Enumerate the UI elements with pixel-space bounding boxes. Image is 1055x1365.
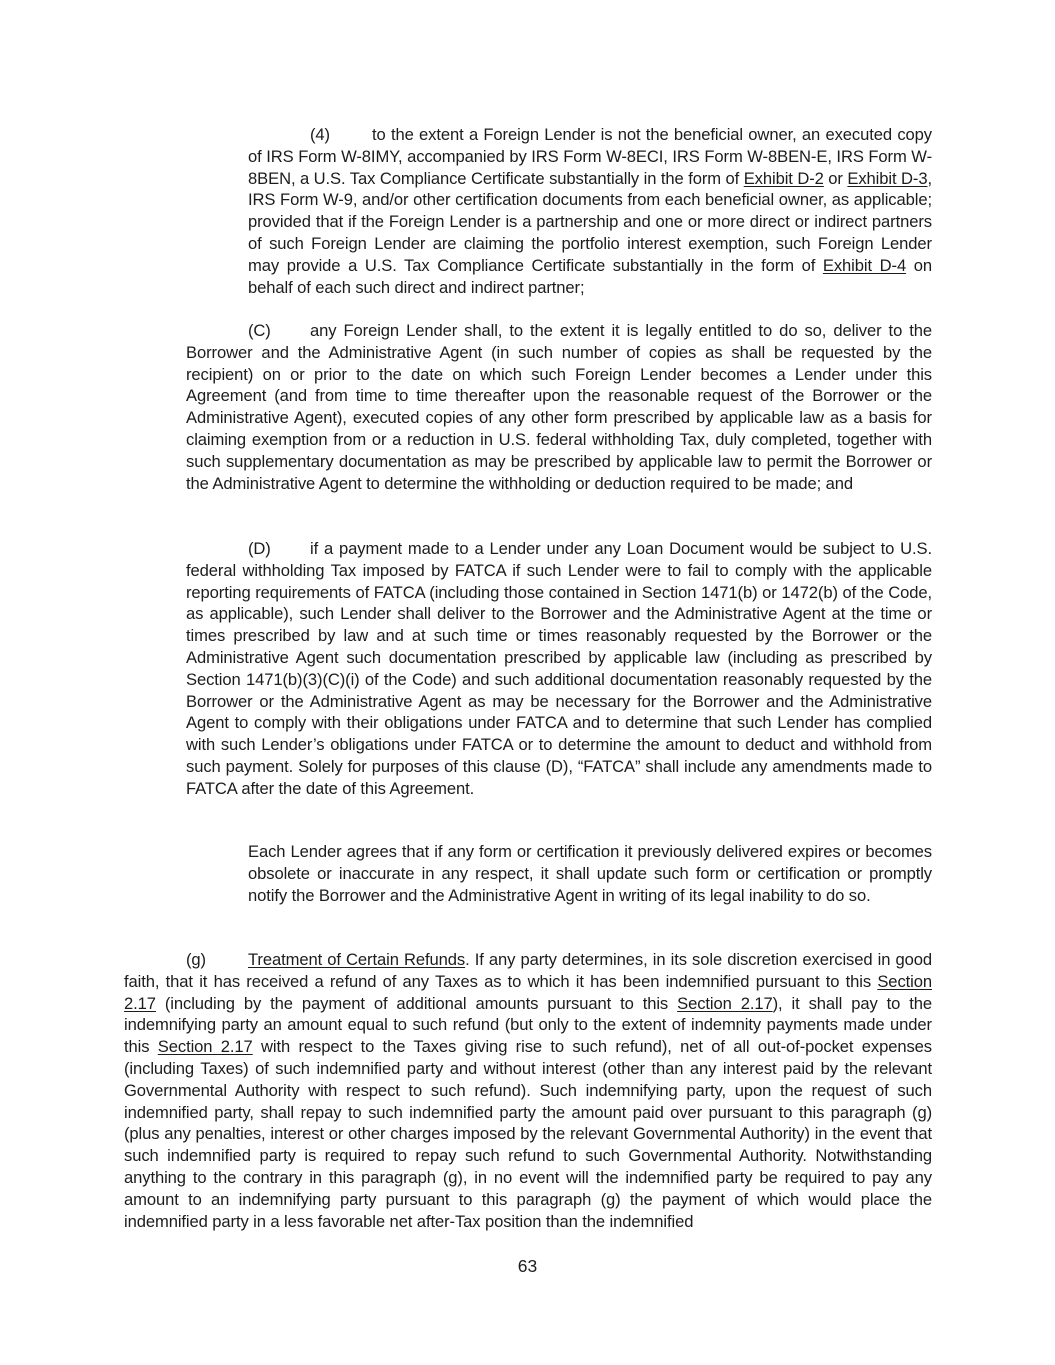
paragraph-text: (including by the payment of additional amounts pursuant to this <box>155 993 678 1013</box>
paragraph-text: , IRS Form W-9, and/or other certification documents from each beneficial owner, as applicable; provided that if the Foreign Lender is a partnership and one or more direct or indirect partners of such Foreign Lender are claiming the portfolio interest exemption, such Foreign Lender may provide a U.S. Tax Compliance Certificate substantially in the form of <box>248 168 932 275</box>
section-heading: Treatment of Certain Refunds <box>248 950 466 969</box>
paragraph-c <box>186 320 932 494</box>
page-number: 63 <box>517 1256 538 1276</box>
exhibit-d3-reference: Exhibit D-3 <box>847 168 928 188</box>
exhibit-d2-reference: Exhibit D-2 <box>743 168 824 188</box>
paragraph-text: . If any party determines, in its sole discretion exercised in good faith, that it has received a refund of any Taxes as to which it has been indemnified pursuant to this <box>124 950 933 991</box>
paragraph-number: (D) <box>248 539 271 558</box>
paragraph-text: to the extent a Foreign Lender is not the beneficial owner, an executed copy of IRS Form W-8IMY, accompanied by IRS Form W-8ECI, IRS Form W-8BEN-E, IRS Form W-8BEN, a U.S. Tax Compliance Certificate substantially in the form of <box>248 125 932 188</box>
paragraph-each-lender <box>248 841 932 906</box>
paragraph-text: with respect to the Taxes giving rise to such refund), net of all out-of-pocket expenses (including Taxes) of such indemnified party and without interest (other than any interest paid by the relevant Governmental Authority with respect to such refund). Such indemnifying party, upon the request of such indemnified party, shall repay to such indemnified party the amount paid over pursuant to this paragraph (g) (plus any penalties, interest or other charges imposed by the relevant Governmental Authority) in the event that such indemnified party is required to repay such refund to such Governmental Authority. Notwithstanding anything to the contrary in this paragraph (g), in no event will the indemnified party be required to pay any amount to an indemnifying party pursuant to this paragraph (g) the payment of which would place the indemnified party in a less favorable net after-Tax position than the indemnified <box>124 1037 932 1231</box>
section-2-17-reference: Section 2.17 <box>677 993 773 1013</box>
paragraph-d <box>186 538 932 800</box>
paragraph-text: ), it shall pay to the indemnifying party an amount equal to such refund (but only to the extent of indemnity payments made under this <box>124 993 932 1057</box>
paragraph-4 <box>248 124 932 298</box>
section-2-17-reference: Section 2.17 <box>157 1037 253 1057</box>
paragraph-g <box>124 949 932 1232</box>
exhibit-d4-reference: Exhibit D-4 <box>822 255 907 275</box>
paragraph-text: any Foreign Lender shall, to the extent it is legally entitled to do so, deliver to the Borrower and the Administrative Agent (in such number of copies as shall be requested by the recipient) on or prior to the date on which such Foreign Lender becomes a Lender under this Agreement (and from time to time thereafter upon the reasonable request of the Borrower or the Administrative Agent), executed copies of any other form prescribed by applicable law as a basis for claiming exemption from or a reduction in U.S. federal withholding Tax, duly completed, together with such supplementary documentation as may be prescribed by applicable law to permit the Borrower or the Administrative Agent to determine the withholding or deduction required to be made; and <box>186 321 932 493</box>
paragraph-number: (g) <box>186 950 206 969</box>
paragraph-text: if a payment made to a Lender under any Loan Document would be subject to U.S. federal withholding Tax imposed by FATCA if such Lender were to fail to comply with the applicable reporting requirements of FATCA (including those contained in Section 1471(b) or 1472(b) of the Code, as applicable), such Lender shall deliver to the Borrower and the Administrative Agent at the time or times prescribed by law and at such time or times reasonably requested by the Borrower or the Administrative Agent such documentation prescribed by applicable law (including as prescribed by Section 1471(b)(3)(C)(i) of the Code) and such additional documentation reasonably requested by the Borrower or the Administrative Agent as may be necessary for the Borrower and the Administrative Agent to comply with their obligations under FATCA and to determine that such Lender has complied with such Lender’s obligations under FATCA or to determine the amount to deduct and withhold from such payment. Solely for purposes of this clause (D), “FATCA” shall include any amendments made to FATCA after the date of this Agreement. <box>186 539 932 798</box>
section-2-17-reference: Section 2.17 <box>124 971 932 1013</box>
paragraph-number: (C) <box>248 321 271 340</box>
paragraph-text: Each Lender agrees that if any form or certification it previously delivered expires or becomes obsolete or inaccurate in any respect, it shall update such form or certification or promptly notify the Borrower and the Administrative Agent in writing of its legal inability to do so. <box>248 842 932 905</box>
paragraph-number: (4) <box>310 125 330 144</box>
paragraph-text: or <box>823 168 848 188</box>
paragraph-text: on behalf of each such direct and indirect partner; <box>248 255 932 297</box>
